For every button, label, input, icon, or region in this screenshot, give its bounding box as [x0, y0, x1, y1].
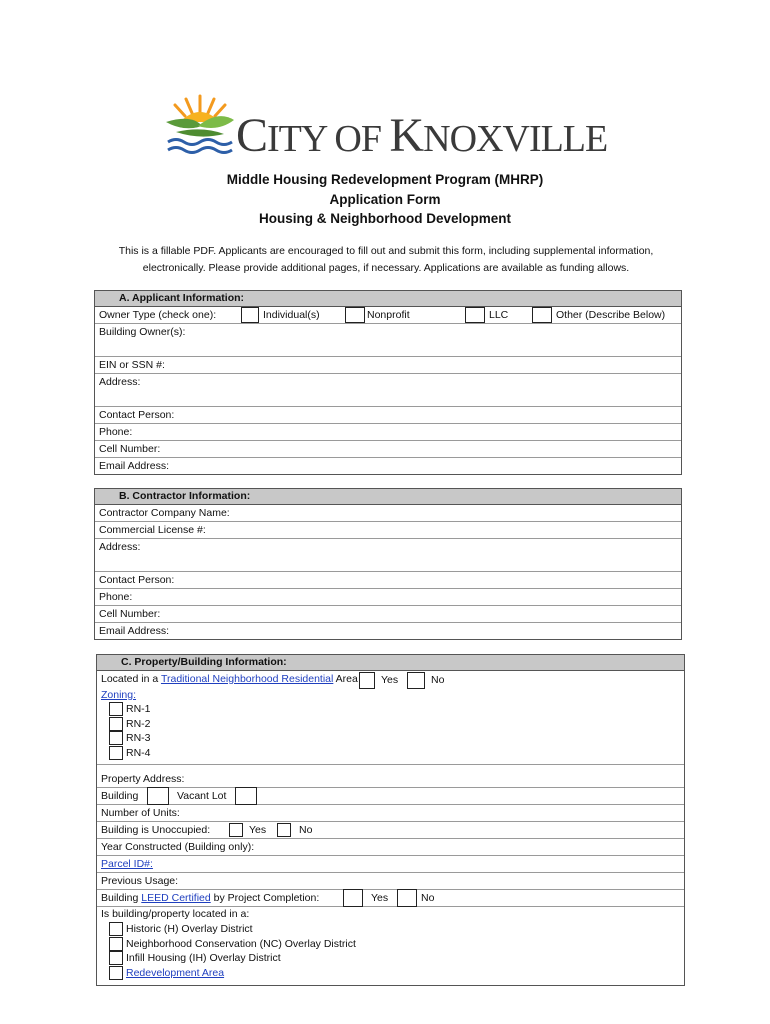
applicant-address-label: Address:	[99, 376, 141, 388]
other-checkbox[interactable]	[532, 307, 552, 323]
title-form: Application Form	[329, 191, 441, 207]
zoning-rn3-item[interactable]	[105, 731, 684, 746]
property-address-field[interactable]	[97, 771, 684, 788]
nc-checkbox[interactable]	[109, 937, 123, 951]
overlay-label-row	[97, 907, 684, 922]
owner-type-label: Owner Type (check one):	[99, 309, 217, 321]
building-type-row	[97, 788, 684, 805]
leed-row	[97, 890, 684, 907]
zoning-rn1-item[interactable]	[105, 702, 684, 717]
overlay-historic-item[interactable]	[105, 922, 684, 937]
tnr-yes-checkbox[interactable]	[359, 672, 375, 689]
applicant-email-label: Email Address:	[99, 460, 170, 472]
tnr-no-label: No	[431, 674, 445, 686]
zoning-rn4-item[interactable]	[105, 746, 684, 761]
parcel-link[interactable]: Parcel ID#:	[101, 858, 153, 870]
individual-checkbox[interactable]	[241, 307, 259, 323]
applicant-cell-field[interactable]	[95, 441, 681, 458]
contractor-license-field[interactable]	[95, 522, 681, 539]
year-field[interactable]	[97, 839, 684, 856]
units-label: Number of Units:	[101, 807, 180, 819]
building-label: Building	[101, 790, 139, 802]
tnr-no-checkbox[interactable]	[407, 672, 425, 689]
section-b-header: B. Contractor Information:	[95, 489, 681, 505]
intro-line-1: This is a fillable PDF. Applicants are encouraged to fill out and submit this form, including supplemental information,	[118, 245, 654, 257]
overlay-redevelopment-item[interactable]	[105, 966, 684, 981]
overlay-nc-item[interactable]	[105, 937, 684, 952]
ein-label: EIN or SSN #:	[99, 359, 165, 371]
property-address-label: Property Address:	[101, 773, 185, 785]
contractor-email-label: Email Address:	[99, 625, 170, 637]
building-owner-label: Building Owner(s):	[99, 326, 186, 338]
building-owner-field[interactable]	[95, 324, 681, 357]
unoccupied-no-checkbox[interactable]	[277, 823, 291, 837]
section-c-property	[96, 654, 685, 986]
section-c-header: C. Property/Building Information:	[97, 655, 684, 671]
contractor-cell-field[interactable]	[95, 606, 681, 623]
year-label: Year Constructed (Building only):	[101, 841, 255, 853]
contractor-address-field[interactable]	[95, 539, 681, 572]
section-a-applicant	[94, 290, 682, 475]
leed-yes-checkbox[interactable]	[343, 889, 363, 907]
rn3-label: RN-3	[126, 732, 151, 744]
applicant-contact-label: Contact Person:	[99, 409, 175, 421]
applicant-address-field[interactable]	[95, 374, 681, 407]
nonprofit-checkbox[interactable]	[345, 307, 365, 323]
zoning-link[interactable]: Zoning:	[101, 689, 137, 701]
ih-checkbox[interactable]	[109, 951, 123, 965]
redevelopment-link[interactable]: Redevelopment Area	[126, 966, 225, 979]
tnr-prefix: Located in a	[101, 673, 161, 685]
ih-label: Infill Housing (IH) Overlay District	[126, 952, 281, 964]
rn1-checkbox[interactable]	[109, 702, 123, 716]
contractor-phone-label: Phone:	[99, 591, 133, 603]
contractor-license-label: Commercial License #:	[99, 524, 206, 536]
tnr-area-row	[97, 671, 684, 688]
tnr-link[interactable]: Traditional Neighborhood Residential	[160, 673, 334, 685]
contractor-phone-field[interactable]	[95, 589, 681, 606]
previous-usage-label: Previous Usage:	[101, 875, 179, 887]
applicant-phone-field[interactable]	[95, 424, 681, 441]
section-a-header: A. Applicant Information:	[95, 291, 681, 307]
applicant-email-field[interactable]	[95, 458, 681, 474]
zoning-rn2-item[interactable]	[105, 717, 684, 732]
overlay-ih-item[interactable]	[105, 951, 684, 966]
leed-link[interactable]: LEED Certified	[141, 892, 211, 904]
individual-label: Individual(s)	[263, 309, 320, 321]
llc-label: LLC	[489, 309, 509, 321]
intro-line-2: electronically. Please provide additional pages, if necessary. Applications are available as funding allows.	[142, 262, 630, 274]
rn2-checkbox[interactable]	[109, 717, 123, 731]
leed-no-label: No	[421, 892, 435, 904]
rn4-checkbox[interactable]	[109, 746, 123, 760]
vacant-lot-checkbox[interactable]	[235, 787, 257, 805]
rn3-checkbox[interactable]	[109, 731, 123, 745]
units-field[interactable]	[97, 805, 684, 822]
section-b-contractor	[94, 488, 682, 640]
leed-yes-label: Yes	[371, 892, 389, 904]
contractor-contact-field[interactable]	[95, 572, 681, 589]
ein-field[interactable]	[95, 357, 681, 374]
unoccupied-no-label: No	[299, 824, 313, 836]
previous-usage-field[interactable]	[97, 873, 684, 890]
redevelopment-checkbox[interactable]	[109, 966, 123, 980]
llc-checkbox[interactable]	[465, 307, 485, 323]
building-checkbox[interactable]	[147, 787, 169, 805]
applicant-cell-label: Cell Number:	[99, 443, 161, 455]
unoccupied-label: Building is Unoccupied:	[101, 824, 211, 836]
overlay-label: Is building/property located in a:	[101, 908, 250, 920]
rn4-label: RN-4	[126, 746, 151, 759]
contractor-contact-label: Contact Person:	[99, 574, 175, 586]
tnr-suffix: Area	[333, 673, 358, 685]
contractor-company-label: Contractor Company Name:	[99, 507, 230, 519]
applicant-contact-field[interactable]	[95, 407, 681, 424]
unoccupied-yes-label: Yes	[249, 824, 267, 836]
vacant-lot-label: Vacant Lot	[177, 790, 227, 802]
city-name-wordmark: CITY OF KNOXVILLE	[236, 109, 608, 162]
leed-suffix: by Project Completion:	[210, 892, 320, 904]
leed-no-checkbox[interactable]	[397, 889, 417, 907]
contractor-company-field[interactable]	[95, 505, 681, 522]
zoning-row	[97, 688, 684, 702]
parcel-field[interactable]	[97, 856, 684, 873]
contractor-email-field[interactable]	[95, 623, 681, 639]
zoning-options	[97, 702, 684, 765]
leed-prefix: Building	[101, 892, 142, 904]
contractor-address-label: Address:	[99, 541, 141, 553]
rn1-label: RN-1	[126, 703, 151, 715]
intro-paragraph	[80, 243, 692, 277]
title-program: Middle Housing Redevelopment Program (MHRP)	[226, 172, 544, 187]
rn2-label: RN-2	[126, 717, 151, 730]
contractor-cell-label: Cell Number:	[99, 608, 161, 620]
overlay-options	[97, 922, 684, 980]
applicant-phone-label: Phone:	[99, 426, 133, 438]
other-label: Other (Describe Below)	[556, 309, 666, 321]
nc-label: Neighborhood Conservation (NC) Overlay District	[126, 937, 356, 950]
historic-label: Historic (H) Overlay District	[126, 923, 253, 935]
nonprofit-label: Nonprofit	[367, 309, 410, 321]
historic-checkbox[interactable]	[109, 922, 123, 936]
title-department: Housing & Neighborhood Development	[259, 211, 511, 226]
document-titles	[0, 170, 770, 229]
unoccupied-row	[97, 822, 684, 839]
tnr-yes-label: Yes	[381, 674, 399, 686]
owner-type-row	[95, 307, 681, 324]
unoccupied-yes-checkbox[interactable]	[229, 823, 243, 837]
